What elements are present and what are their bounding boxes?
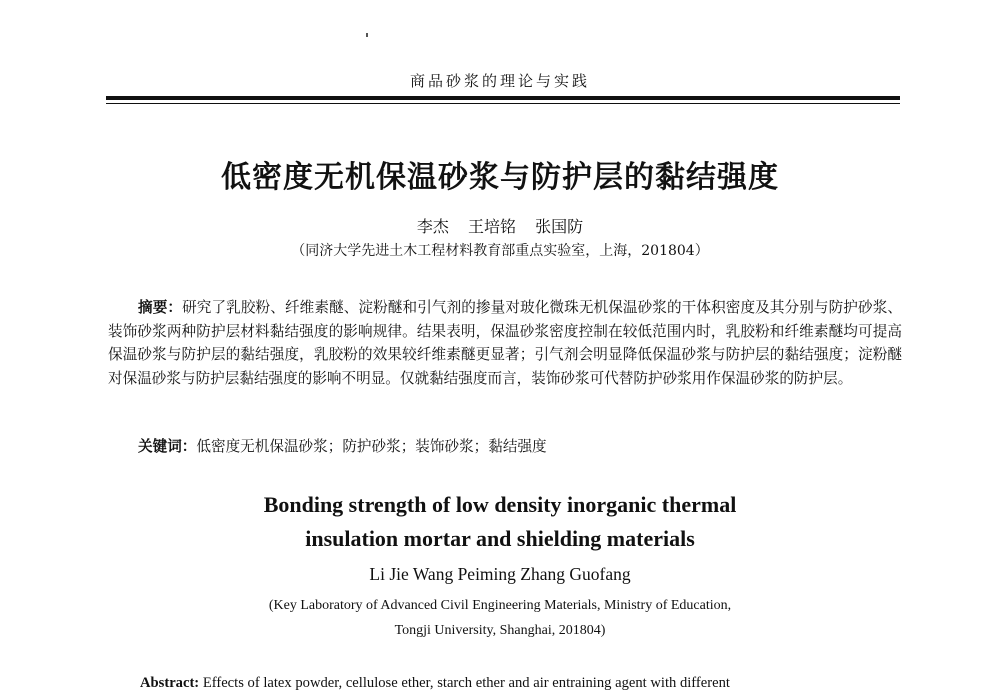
header-rule-thin [106, 103, 900, 104]
authors-en: Li Jie Wang Peiming Zhang Guofang [369, 564, 631, 584]
article-title-en-line2: insulation mortar and shielding materials [305, 526, 695, 551]
running-header: 商品砂浆的理论与实践 [409, 72, 590, 90]
authors-cn: 李杰 王培铭 张国防 [416, 217, 584, 236]
abstract-text-en: Effects of latex powder, cellulose ether, starch ether and air entraining agent with different [202, 675, 730, 691]
keywords-cn [138, 437, 902, 457]
keywords-label-cn: 关键词： [138, 438, 197, 455]
affiliation-en-line1: (Key Laboratory of Advanced Civil Engineering Materials, Ministry of Education, [268, 598, 732, 613]
affiliation-en [0, 593, 1000, 643]
article-title-en-line1: Bonding strength of low density inorganic thermal [263, 492, 737, 517]
header-rule-thick [106, 96, 900, 100]
abstract-label-en: Abstract: [140, 675, 200, 691]
scan-artifact-mark [366, 33, 368, 37]
article-title-cn: 低密度无机保温砂浆与防护层的黏结强度 [221, 160, 779, 195]
abstract-text-cn: 研究了乳胶粉、纤维素醚、淀粉醚和引气剂的掺量对玻化微珠无机保温砂浆的干体积密度及其分别与防护砂浆、装饰砂浆两种防护层材料黏结强度的影响规律。结果表明，保温砂浆密度控制在较低范围内时，乳胶粉和纤维素醚均可提高保温砂浆与防护层的黏结强度，乳胶粉的效果较纤维素醚更显著；引气剂会明显降低保温砂浆与防护层的黏结强度；淀粉醚对保温砂浆与防护层黏结强度的影响不明显。仅就黏结强度而言，装饰砂浆可代替防护砂浆用作保温砂浆的防护层。 [108, 299, 902, 387]
keywords-text-cn: 低密度无机保温砂浆；防护砂浆；装饰砂浆；黏结强度 [196, 438, 547, 455]
abstract-en [140, 672, 902, 694]
affiliation-en-line2: Tongji University, Shanghai, 201804) [394, 623, 606, 638]
abstract-label-cn: 摘要： [138, 299, 183, 316]
affiliation-cn: （同济大学先进土木工程材料教育部重点实验室，上海，201804） [291, 243, 709, 259]
abstract-cn [108, 296, 902, 390]
article-title-en [0, 488, 1000, 556]
